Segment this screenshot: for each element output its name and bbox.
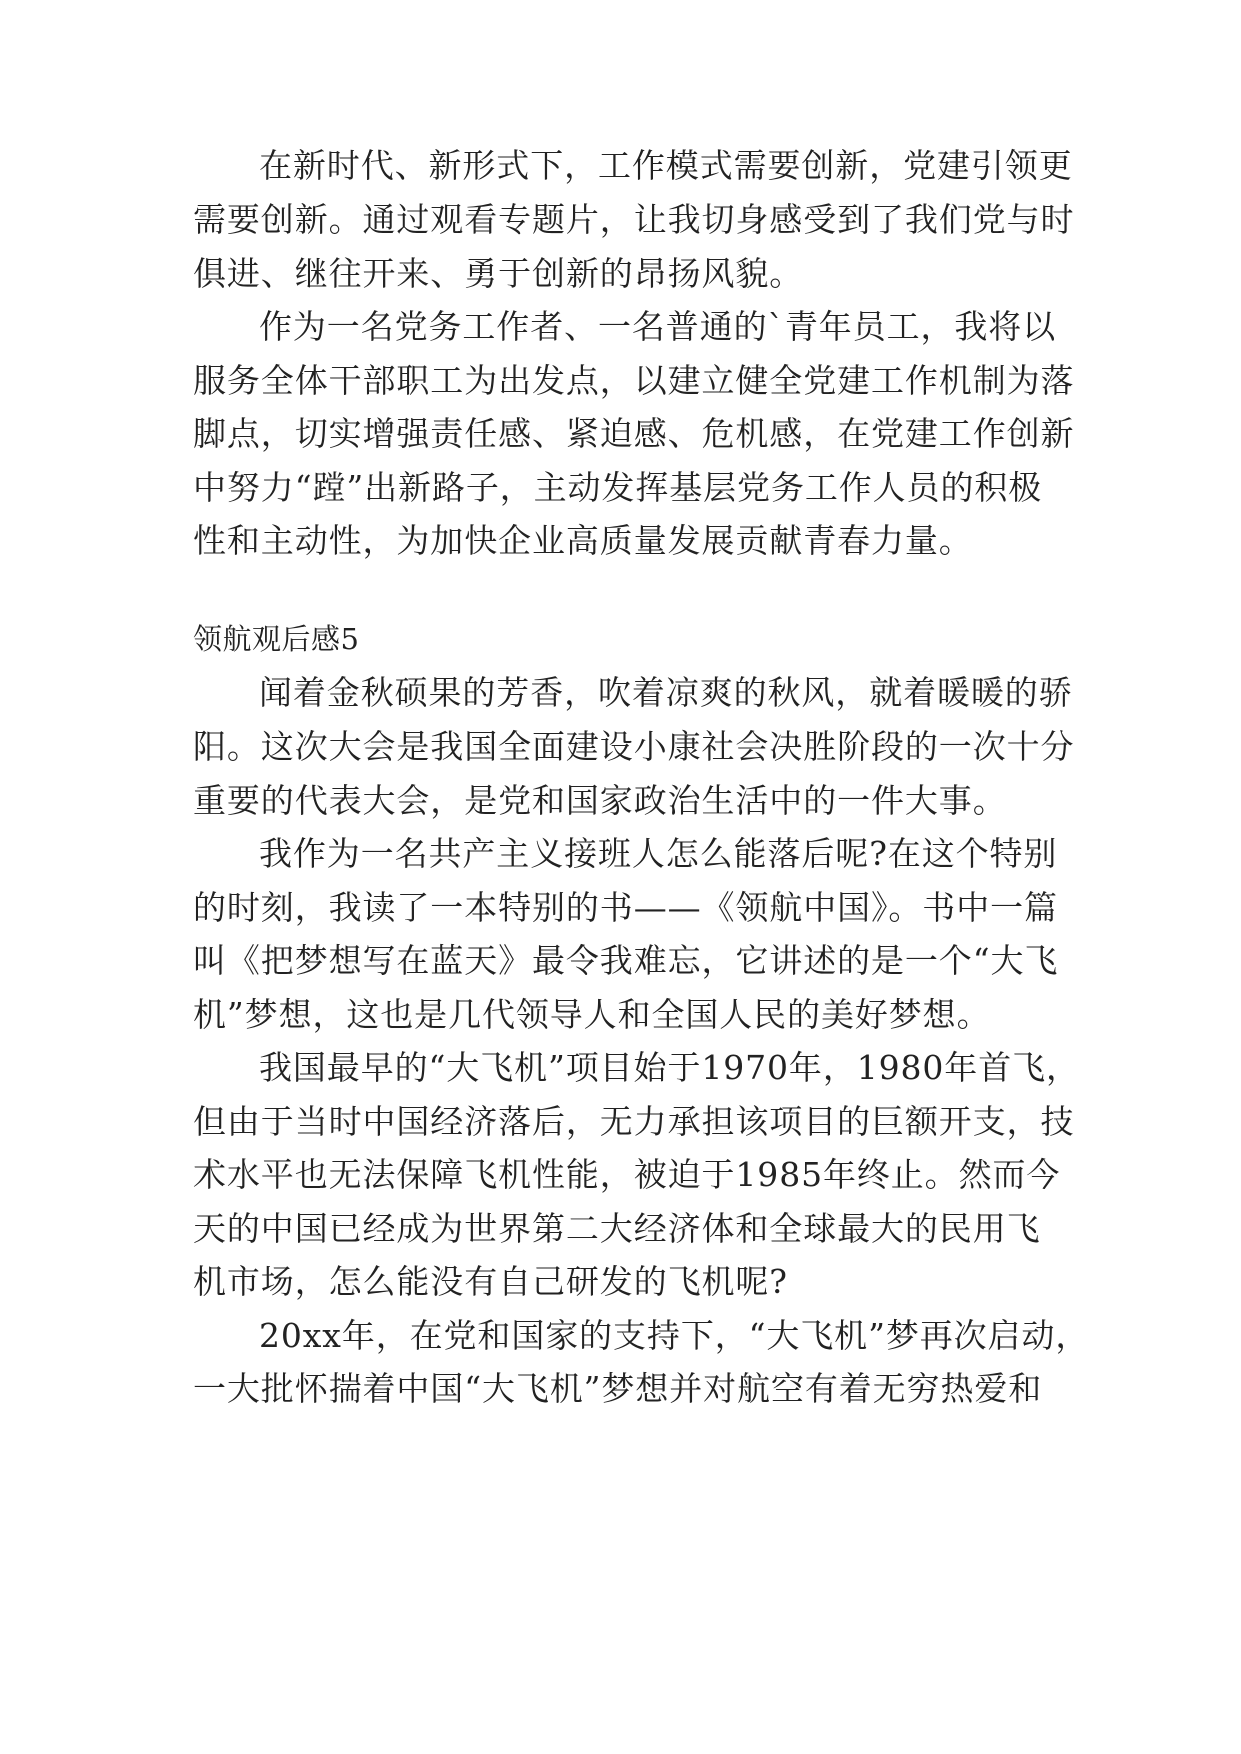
paragraph-line: 中努力“蹚”出新路子，主动发挥基层党务工作人员的积极	[193, 468, 1043, 507]
paragraph-line: 但由于当时中国经济落后，无力承担该项目的巨额开支，技	[193, 1102, 1075, 1141]
paragraph-line: 脚点，切实增强责任感、紧迫感、危机感，在党建工作创新	[193, 414, 1075, 453]
paragraph-line: 需要创新。通过观看专题片，让我切身感受到了我们党与时	[193, 200, 1075, 239]
paragraph-line: 天的中国已经成为世界第二大经济体和全球最大的民用飞	[193, 1209, 1041, 1248]
paragraph-line: 重要的代表大会，是党和国家政治生活中的一件大事。	[193, 781, 1007, 820]
paragraph-line: 在新时代、新形式下，工作模式需要创新，党建引领更	[259, 146, 1073, 185]
paragraph-line: 叫《把梦想写在蓝天》最令我难忘，它讲述的是一个“大飞	[193, 941, 1059, 980]
paragraph-line: 阳。这次大会是我国全面建设小康社会决胜阶段的一次十分	[193, 727, 1075, 766]
paragraph-line: 我作为一名共产主义接班人怎么能落后呢?在这个特别	[259, 834, 1058, 873]
paragraph-line: 的时刻，我读了一本特别的书——《领航中国》。书中一篇	[193, 888, 1058, 927]
paragraph-line: 俱进、继往开来、勇于创新的昂扬风貌。	[193, 254, 804, 293]
paragraph-line: 一大批怀揣着中国“大飞机”梦想并对航空有着无穷热爱和	[193, 1369, 1043, 1408]
paragraph-line: 20xx年，在党和国家的支持下，“大飞机”梦再次启动，	[259, 1316, 1090, 1355]
paragraph-line: 作为一名党务工作者、一名普通的`青年员工，我将以	[259, 307, 1057, 346]
section-heading: 领航观后感5	[193, 622, 360, 656]
paragraph-line: 机市场，怎么能没有自己研发的飞机呢?	[193, 1262, 788, 1301]
paragraph-line: 术水平也无法保障飞机性能，被迫于1985年终止。然而今	[193, 1155, 1061, 1194]
paragraph-line: 闻着金秋硕果的芳香，吹着凉爽的秋风，就着暖暖的骄	[259, 673, 1073, 712]
paragraph-line: 服务全体干部职工为出发点，以建立健全党建工作机制为落	[193, 361, 1075, 400]
paragraph-line: 机”梦想，这也是几代领导人和全国人民的美好梦想。	[193, 995, 991, 1034]
paragraph-line: 性和主动性，为加快企业高质量发展贡献青春力量。	[193, 521, 973, 560]
paragraph-line: 我国最早的“大飞机”项目始于1970年，1980年首飞，	[259, 1048, 1080, 1087]
